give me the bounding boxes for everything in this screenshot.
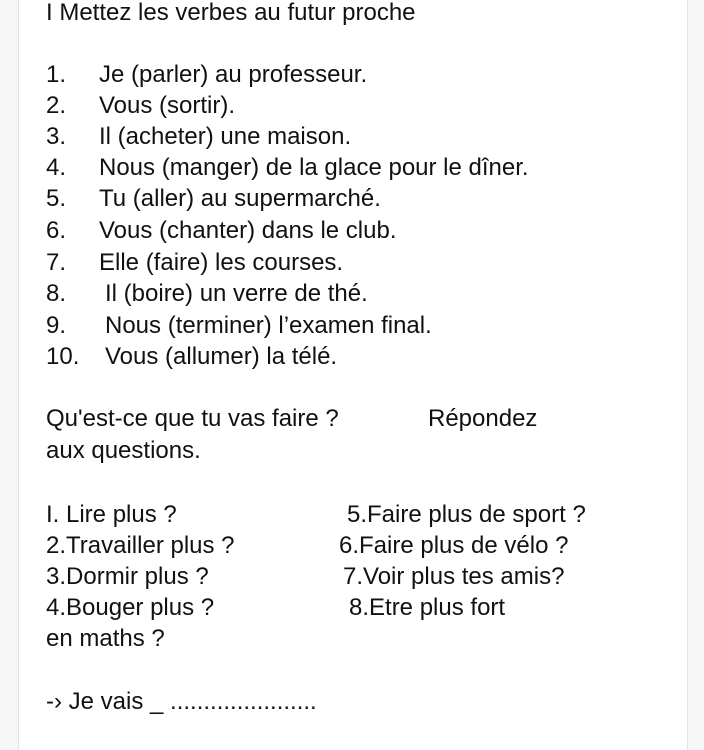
item-text: Il (boire) un verre de thé.	[105, 280, 368, 307]
question-item: I. Lire plus ?	[46, 501, 177, 528]
item-number: 3.	[46, 123, 67, 150]
item-number: 10.	[46, 343, 80, 370]
item-number: 1.	[46, 61, 67, 88]
question-item-continuation: en maths ?	[46, 625, 165, 652]
item-text: Tu (aller) au supermarché.	[99, 185, 381, 212]
question-item: 5.Faire plus de sport ?	[347, 501, 586, 528]
item-text: Vous (sortir).	[99, 92, 236, 119]
answer-prompt: -› Je vais _ ......................	[46, 688, 317, 715]
exercise-heading: I Mettez les verbes au futur proche	[46, 0, 416, 26]
item-number: 5.	[46, 185, 67, 212]
item-number: 8.	[46, 280, 67, 307]
item-text: Vous (allumer) la télé.	[105, 343, 338, 370]
section-instruction-cont: aux questions.	[46, 437, 201, 464]
item-number: 2.	[46, 92, 67, 119]
item-text: Nous (terminer) l’examen final.	[105, 312, 432, 339]
question-item: 6.Faire plus de vélo ?	[339, 532, 569, 559]
item-text: Je (parler) au professeur.	[99, 61, 368, 88]
section-question: Qu'est-ce que tu vas faire ?	[46, 405, 339, 432]
item-text: Vous (chanter) dans le club.	[99, 217, 397, 244]
item-number: 6.	[46, 217, 67, 244]
section-instruction: Répondez	[428, 405, 538, 432]
item-number: 9.	[46, 312, 67, 339]
item-number: 7.	[46, 249, 67, 276]
question-item: 7.Voir plus tes amis?	[343, 563, 565, 590]
item-text: Elle (faire) les courses.	[99, 249, 344, 276]
item-text: Nous (manger) de la glace pour le dîner.	[99, 154, 529, 181]
question-item: 2.Travailler plus ?	[46, 532, 235, 559]
question-item: 8.Etre plus fort	[349, 594, 506, 621]
item-number: 4.	[46, 154, 67, 181]
question-item: 4.Bouger plus ?	[46, 594, 215, 621]
item-text: Il (acheter) une maison.	[99, 123, 352, 150]
question-item: 3.Dormir plus ?	[46, 563, 209, 590]
worksheet-page	[18, 0, 688, 750]
